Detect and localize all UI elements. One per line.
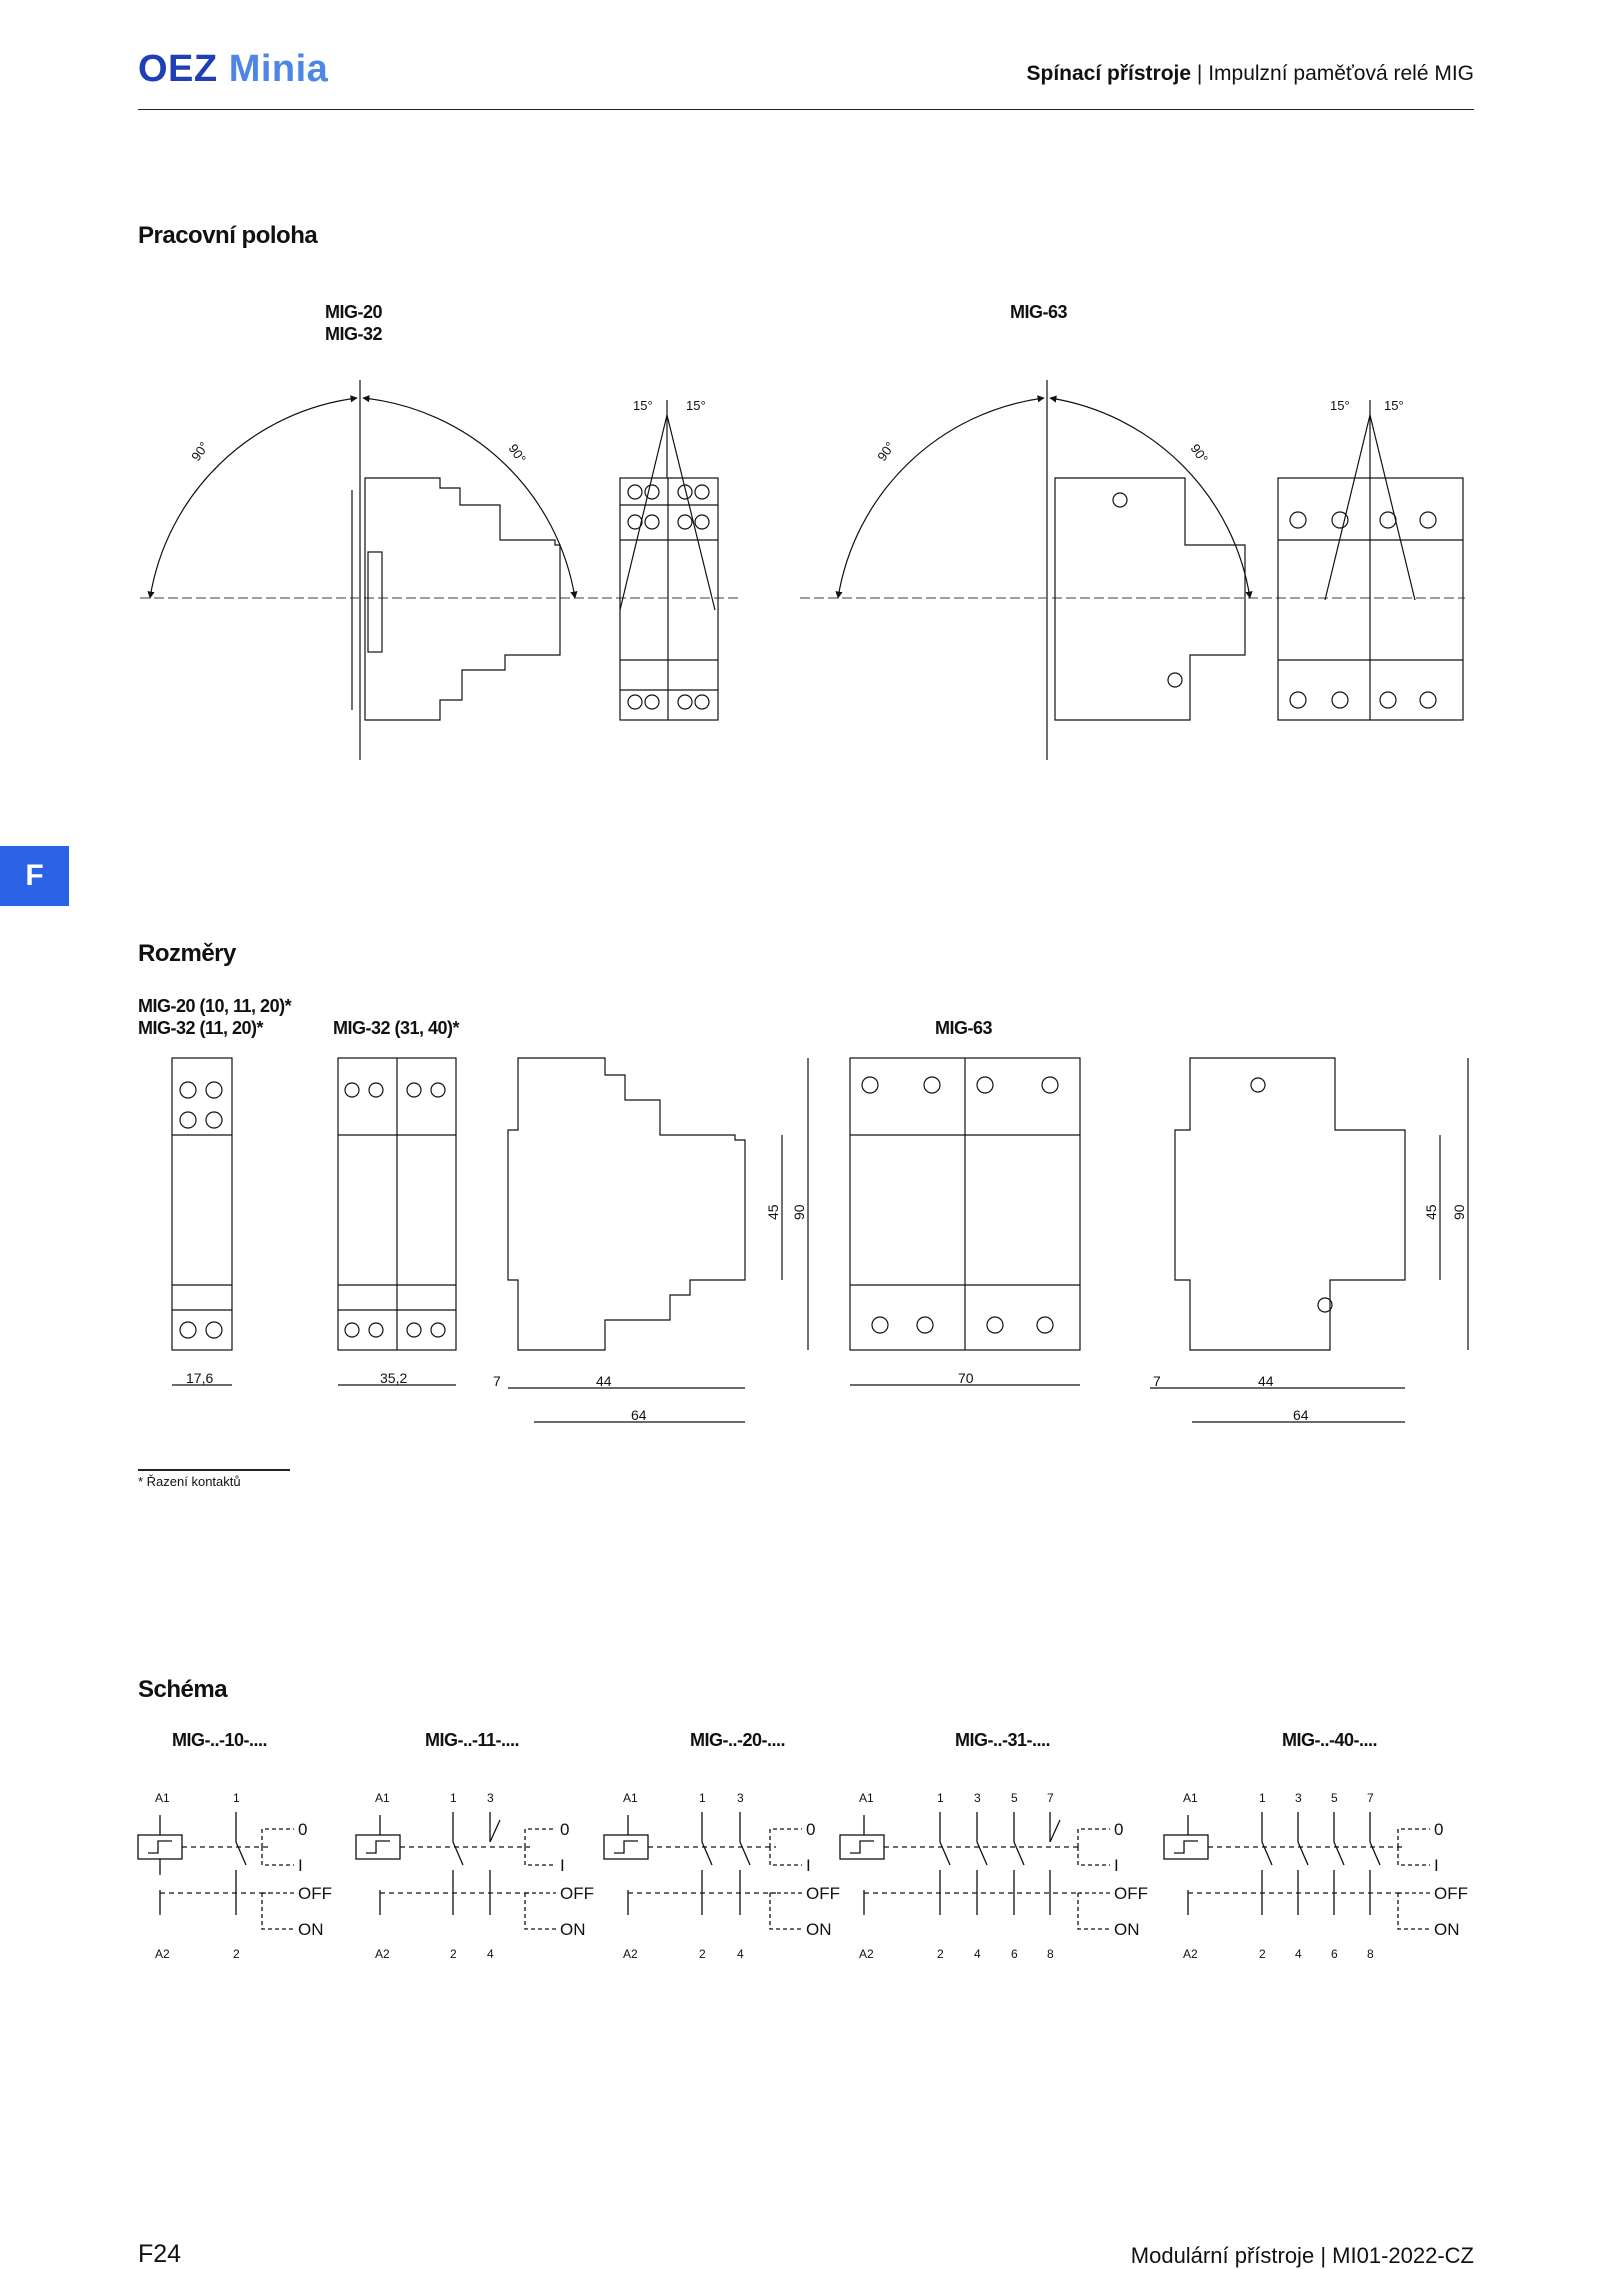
dim-text-64-b: 64 — [1293, 1407, 1309, 1423]
s5-t-7: 7 — [1367, 1791, 1374, 1805]
dim-text-7-a: 7 — [493, 1373, 501, 1389]
dim-text-17-6: 17,6 — [186, 1370, 214, 1386]
schema-diagram-31 — [840, 1812, 1110, 1929]
s1-b-a2: A2 — [155, 1947, 170, 1961]
s5-b-4: 4 — [1295, 1947, 1302, 1961]
dim-text-90-b: 90 — [1451, 1204, 1467, 1220]
header-separator: | — [1196, 62, 1203, 85]
dim-text-7-b: 7 — [1153, 1373, 1161, 1389]
dim-text-90-a: 90 — [791, 1204, 807, 1220]
s4-t-3: 3 — [974, 1791, 981, 1805]
s2-state-0: 0 — [560, 1820, 570, 1839]
s2-t-a1: A1 — [375, 1791, 390, 1805]
s4-b-6: 6 — [1011, 1947, 1018, 1961]
schema-label-10: MIG-..-10-.... — [172, 1730, 268, 1750]
s2-b-4: 4 — [487, 1947, 494, 1961]
schema-diagram-20 — [604, 1812, 802, 1929]
schema-diagram-11 — [356, 1812, 556, 1929]
s2-state-off: OFF — [560, 1884, 594, 1903]
dim-text-45-a: 45 — [765, 1204, 781, 1220]
s4-b-8: 8 — [1047, 1947, 1054, 1961]
logo-product: Minia — [228, 48, 329, 90]
dim-text-35-2: 35,2 — [380, 1370, 408, 1386]
wp-label-mig63: MIG-63 — [1010, 302, 1068, 322]
wp-right-angle-90-b: 90° — [1187, 441, 1212, 466]
wp-left-angle-15-a: 15° — [633, 398, 653, 413]
s3-state-0: 0 — [806, 1820, 816, 1839]
dimensions-title: Rozměry — [138, 940, 236, 967]
schema-title: Schéma — [138, 1676, 228, 1703]
s1-state-on: ON — [298, 1920, 324, 1939]
s3-b-2: 2 — [699, 1947, 706, 1961]
wp-label-mig32: MIG-32 — [325, 324, 383, 344]
s3-t-1: 1 — [699, 1791, 706, 1805]
s3-state-i: I — [806, 1856, 811, 1875]
footnote: * Řazení kontaktů — [138, 1474, 241, 1489]
dim-label-b: MIG-32 (31, 40)* — [333, 1018, 460, 1038]
header-category: Spínací přístroje — [1026, 62, 1192, 85]
footer-separator: | — [1320, 2243, 1327, 2268]
s5-b-8: 8 — [1367, 1947, 1374, 1961]
s1-state-off: OFF — [298, 1884, 332, 1903]
wp-right-angle-15-a: 15° — [1330, 398, 1350, 413]
s4-t-5: 5 — [1011, 1791, 1018, 1805]
dim-label-c: MIG-63 — [935, 1018, 993, 1038]
s4-state-0: 0 — [1114, 1820, 1124, 1839]
s2-b-2: 2 — [450, 1947, 457, 1961]
s3-state-on: ON — [806, 1920, 832, 1939]
logo-brand: OEZ — [138, 48, 218, 90]
s5-state-off: OFF — [1434, 1884, 1468, 1903]
s1-state-0: 0 — [298, 1820, 308, 1839]
s3-b-a2: A2 — [623, 1947, 638, 1961]
schema-label-20: MIG-..-20-.... — [690, 1730, 786, 1750]
s5-b-6: 6 — [1331, 1947, 1338, 1961]
s5-state-on: ON — [1434, 1920, 1460, 1939]
dim-text-45-b: 45 — [1423, 1204, 1439, 1220]
footer-catalog-name: Modulární přístroje — [1130, 2243, 1315, 2268]
footer-catalog — [1131, 2243, 1474, 2269]
footer-catalog-code: MI01-2022-CZ — [1332, 2243, 1474, 2268]
schema-diagram-10 — [138, 1812, 294, 1929]
s2-state-i: I — [560, 1856, 565, 1875]
dim-label-a-line2: MIG-32 (11, 20)* — [138, 1018, 264, 1038]
wp-right-angle-15-b: 15° — [1384, 398, 1404, 413]
s2-state-on: ON — [560, 1920, 586, 1939]
working-position-title: Pracovní poloha — [138, 222, 318, 249]
s4-b-4: 4 — [974, 1947, 981, 1961]
wp-label-mig20: MIG-20 — [325, 302, 383, 322]
s5-state-i: I — [1434, 1856, 1439, 1875]
s5-state-0: 0 — [1434, 1820, 1444, 1839]
section-tab: F — [0, 846, 69, 906]
s4-state-on: ON — [1114, 1920, 1140, 1939]
s3-b-4: 4 — [737, 1947, 744, 1961]
dim-text-44-b: 44 — [1258, 1373, 1274, 1389]
dim-text-64-a: 64 — [631, 1407, 647, 1423]
s3-state-off: OFF — [806, 1884, 840, 1903]
wp-left-angle-15-b: 15° — [686, 398, 706, 413]
s5-t-5: 5 — [1331, 1791, 1338, 1805]
s1-t-1: 1 — [233, 1791, 240, 1805]
s1-state-i: I — [298, 1856, 303, 1875]
s2-b-a2: A2 — [375, 1947, 390, 1961]
dim-text-70: 70 — [958, 1370, 974, 1386]
s2-t-3: 3 — [487, 1791, 494, 1805]
schema-label-11: MIG-..-11-.... — [425, 1730, 520, 1750]
s4-t-a1: A1 — [859, 1791, 874, 1805]
page-number: F24 — [138, 2240, 182, 2268]
s2-t-1: 1 — [450, 1791, 457, 1805]
s3-t-a1: A1 — [623, 1791, 638, 1805]
s4-t-1: 1 — [937, 1791, 944, 1805]
s5-b-2: 2 — [1259, 1947, 1266, 1961]
s5-t-a1: A1 — [1183, 1791, 1198, 1805]
s3-t-3: 3 — [737, 1791, 744, 1805]
s4-state-off: OFF — [1114, 1884, 1148, 1903]
wp-left-angle-90-a: 90° — [188, 439, 212, 464]
s4-b-2: 2 — [937, 1947, 944, 1961]
s1-b-2: 2 — [233, 1947, 240, 1961]
s4-t-7: 7 — [1047, 1791, 1054, 1805]
s5-b-a2: A2 — [1183, 1947, 1198, 1961]
header-subcategory: Impulzní paměťová relé MIG — [1208, 62, 1474, 85]
s5-t-3: 3 — [1295, 1791, 1302, 1805]
s5-t-1: 1 — [1259, 1791, 1266, 1805]
dim-label-a-line1: MIG-20 (10, 11, 20)* — [138, 996, 292, 1016]
wp-left-angle-90-b: 90° — [505, 441, 530, 466]
dim-text-44-a: 44 — [596, 1373, 612, 1389]
schema-label-40: MIG-..-40-.... — [1282, 1730, 1378, 1750]
schema-label-31: MIG-..-31-.... — [955, 1730, 1051, 1750]
schema-diagram-40 — [1164, 1812, 1430, 1929]
s1-t-a1: A1 — [155, 1791, 170, 1805]
wp-right-angle-90-a: 90° — [874, 439, 898, 464]
s4-state-i: I — [1114, 1856, 1119, 1875]
s4-b-a2: A2 — [859, 1947, 874, 1961]
